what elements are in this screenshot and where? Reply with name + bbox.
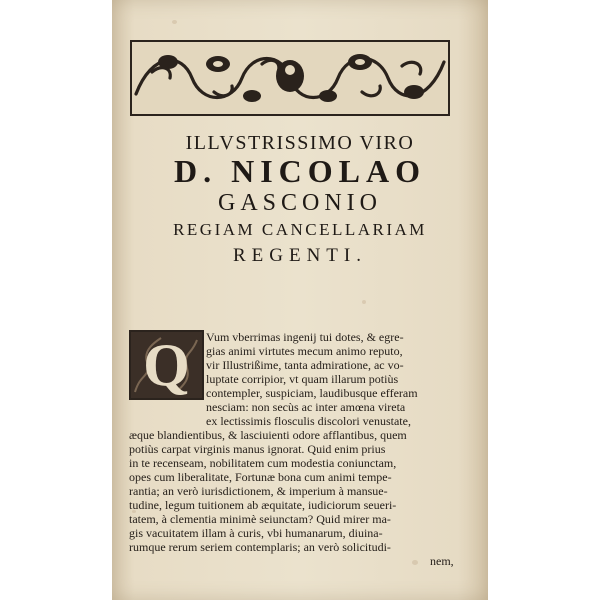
floral-scroll-ornament	[132, 42, 448, 114]
body-line: nem,	[430, 554, 454, 568]
body-line: rumque rerum seriem contemplaris; an verò solicitudi-	[129, 540, 391, 554]
body-line: tatem, à clementia minimè seiunctam? Quid mirer ma-	[129, 512, 391, 526]
body-line: tudine, legum tuitionem ab æquitate, iudiciorum seueri-	[129, 498, 397, 512]
body-line: nesciam: non secùs ac inter amœna vireta	[206, 400, 406, 414]
body-line: Vum vberrimas ingenij tui dotes, & egre-	[206, 330, 404, 344]
body-line: æque blandientibus, & lasciuienti odore afflantibus, quem	[129, 428, 407, 442]
initial-letter: Q	[143, 332, 190, 398]
body-line: luptate corripior, vt quam illarum potiùs	[206, 372, 399, 386]
foxing-spot	[362, 300, 366, 304]
body-line: potiùs carpat virginis manus ignorat. Quid enim prius	[129, 442, 386, 456]
book-page	[112, 0, 488, 600]
body-line: ex lectissimis flosculis discolori venustate,	[206, 414, 411, 428]
body-line: vir Illustrißime, tanta admiratione, ac vo-	[206, 358, 404, 372]
body-line: contempler, suspiciam, laudibusque efferam	[206, 386, 418, 400]
dedication-line-2: D. NICOLAO	[173, 153, 426, 189]
body-line: gias animi virtutes mecum animo reputo,	[206, 344, 403, 358]
foxing-spot	[412, 560, 418, 565]
ornamental-headpiece	[130, 40, 450, 116]
decorated-initial	[129, 330, 204, 400]
body-line: in te recenseam, nobilitatem cum modestia coniunctam,	[129, 456, 397, 470]
body-line: opes cum liberalitate, Fortunæ bona cum animi tempe-	[129, 470, 392, 484]
body-line: gis vacuitatem illam à curis, vbi humanarum, diuina-	[129, 526, 383, 540]
foxing-spot	[172, 20, 177, 24]
dedication-line-5: REGENTI.	[232, 245, 367, 266]
dedication-line-1: ILLVSTRISSIMO VIRO	[185, 132, 415, 154]
body-line: rantia; an verò iurisdictionem, & imperium à mansue-	[129, 484, 388, 498]
dedication-line-3: GASCONIO	[217, 190, 382, 216]
dedication-line-4: REGIAM CANCELLARIAM	[173, 220, 427, 239]
